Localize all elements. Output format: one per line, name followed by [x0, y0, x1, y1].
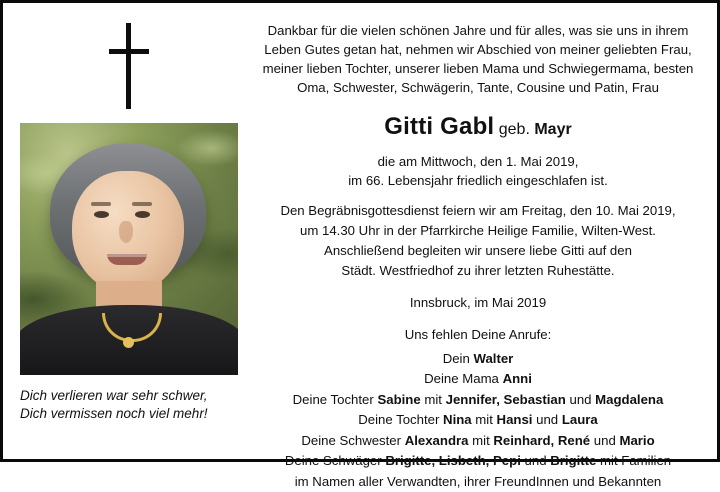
family-names: Anni [502, 371, 532, 387]
family-mid-2: und [590, 432, 620, 448]
family-names: Nina [443, 412, 472, 428]
family-names-2: Brigitte [550, 453, 597, 469]
family-names: Alexandra [404, 432, 469, 448]
left-column [13, 11, 245, 453]
deceased-name [257, 112, 699, 142]
funeral-line-1: Den Begräbnisgottesdienst feiern wir am Freitag, den 10. Mai 2019, [280, 203, 676, 219]
photo-eye-right [135, 211, 150, 218]
death-details [257, 152, 699, 192]
photo-mouth [107, 254, 147, 265]
maiden-prefix: geb. [498, 120, 530, 138]
family-names: Sabine [377, 391, 421, 407]
family-names-3: Laura [561, 412, 598, 428]
funeral-details [257, 201, 699, 280]
list-item [257, 390, 699, 410]
caption-line-2: Dich vermissen noch viel mehr! [20, 406, 208, 422]
family-names-2: Jennifer, Sebastian [445, 391, 566, 407]
photo-pendant [123, 337, 134, 348]
funeral-line-3: Anschließend begleiten wir unsere liebe Gitti auf den [324, 242, 632, 258]
family-prefix: Deine Schwester [301, 432, 405, 448]
family-prefix: Deine Schwäger [284, 453, 386, 469]
list-item [257, 369, 699, 389]
list-item [257, 451, 699, 471]
photo-eye-left [94, 211, 109, 218]
family-mid: mit [420, 391, 446, 407]
family-names-2: Reinhard, René [493, 432, 591, 448]
family-names-2: Hansi [496, 412, 533, 428]
family-mid-2: und [565, 391, 596, 407]
family-prefix: Deine Mama [424, 371, 503, 387]
list-item [257, 431, 699, 451]
maiden-name: Mayr [534, 120, 572, 138]
death-line-1: die am Mittwoch, den 1. Mai 2019, [377, 153, 579, 169]
death-line-2: im 66. Lebensjahr friedlich eingeschlafen ist. [348, 173, 608, 189]
family-names-3: Mario [619, 432, 655, 448]
right-column [245, 11, 707, 489]
family-mid: und [520, 453, 551, 469]
maiden-name-block [499, 121, 572, 138]
cross-horizontal-bar [109, 49, 149, 54]
list-item [257, 472, 699, 492]
notice-layout [13, 11, 707, 489]
place-and-date: Innsbruck, im Mai 2019 [409, 295, 547, 311]
family-prefix: Deine Tochter [292, 391, 378, 407]
intro-text: Dankbar für die vielen schönen Jahre und für alles, was sie uns in ihrem Leben Gutes getan hat, nehmen wir Abschied von meiner geliebten Frau, meiner lieben Tochter, unserer lieben Mama und Schwiegermama, besten Oma, Schwester, Schwägerin, Tante, Cousine und Patin, Frau [262, 23, 694, 96]
cross-vertical-bar [126, 23, 131, 109]
family-names: Walter [473, 350, 514, 366]
list-item [257, 410, 699, 430]
family-prefix: Deine Tochter [358, 412, 444, 428]
family-list [257, 349, 699, 492]
funeral-line-2: um 14.30 Uhr in der Pfarrkirche Heilige Familie, Wilten-West. [300, 222, 656, 238]
funeral-line-4: Städt. Westfriedhof zu ihrer letzten Ruhestätte. [341, 262, 615, 278]
photo-nose [119, 221, 133, 243]
missing-line: Uns fehlen Deine Anrufe: [404, 327, 552, 343]
portrait-photo [20, 123, 238, 375]
family-mid-2: und [532, 412, 562, 428]
deceased-full-name: Gitti Gabl [384, 112, 495, 140]
memorial-caption [20, 387, 238, 423]
christian-cross-icon [101, 23, 157, 109]
photo-brow-left [91, 202, 111, 206]
family-mid-2: mit Familien [596, 453, 672, 469]
family-prefix: Dein [442, 350, 474, 366]
photo-brow-right [132, 202, 152, 206]
family-mid: mit [471, 412, 497, 428]
family-names-3: Magdalena [595, 391, 664, 407]
family-prefix: im Namen aller Verwandten, ihrer FreundInnen und Bekannten [294, 473, 662, 489]
list-item [257, 349, 699, 369]
caption-line-1: Dich verlieren war sehr schwer, [20, 388, 208, 403]
family-names: Brigitte, Lisbeth, Pepi [385, 453, 521, 469]
family-mid: mit [468, 432, 494, 448]
